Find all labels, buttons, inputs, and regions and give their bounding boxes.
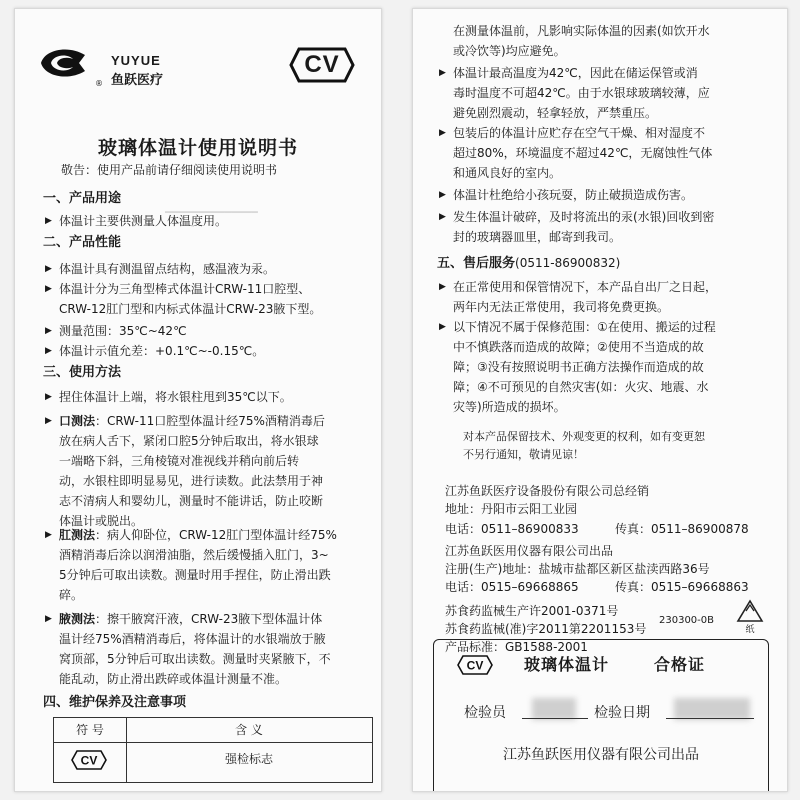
symbol-table [53,717,373,783]
caution-line: 避免剧烈震动，轻拿轻放，严禁重压。 [453,106,658,120]
inspection-date-label: 检验日期 [594,705,650,721]
service-phone: (0511-86900832) [515,256,621,270]
manufacturer-phone: 电话：0515–69668865 [445,580,579,594]
performance-line: CRW-12肛门型和内标式体温计CRW-23腋下型。 [59,302,322,316]
oral-line: 志不清病人和婴幼儿，测量时不能讲话，防止咬断 [59,494,324,508]
oral-line: 体温计或脱出。 [59,514,144,528]
certificate-card [433,639,769,792]
warranty-line: 在正常使用和保管情况下，本产品自出厂之日起， [453,280,718,294]
bullet-icon: ▶ [45,392,52,402]
bullet-icon: ▶ [45,264,52,274]
registration-number: 苏食药监械(准)字2011第2201153号 [445,622,647,636]
recycle-label: 纸 [745,625,755,633]
section-service-heading [437,253,620,274]
bleed-text: ━━━━━━━━━━━━━━ [165,206,258,219]
cv-mark-icon [456,654,494,676]
certificate-label: 合格证 [654,655,706,674]
exclusion-line: 障；③没有按照说明书正确方法操作而造成的故 [453,360,704,374]
anal-line: 碎。 [59,588,84,602]
cv-mark-text: CV [304,51,340,78]
table-header-meaning: 含 义 [235,723,263,737]
axillary-text: ：擦干腋窝汗液，CRW-23腋下型体温计体 [95,612,323,626]
storage-line: 超过80%，环境温度不超过42℃，无腐蚀性气体 [453,146,713,160]
performance-line: 体温计具有测温留点结构，感温液为汞。 [59,262,276,276]
exclusion-line: 以下情况不属于保修范围：①在使用、搬运的过程 [453,320,716,334]
caution-line: 体温计最高温度为42℃，因此在储运保管或消 [453,66,698,80]
bullet-icon: ▶ [439,282,446,292]
section-performance-heading: 二、产品性能 [43,235,122,250]
manufacturer-address: 注册(生产)地址：盐城市盐都区新区盐渎西路36号 [445,562,710,576]
distributor-fax: 传真：0511–86900878 [615,522,749,536]
bullet-icon: ▶ [45,530,52,540]
oral-line-1 [59,411,325,431]
section-maintenance-heading: 四、维护保养及注意事项 [43,695,187,710]
oral-text: ：CRW-11口腔型体温计经75%酒精消毒后 [95,414,325,428]
breakage-line: 发生体温计破碎，及时将流出的汞(水银)回收到密 [453,210,715,224]
storage-line: 和通风良好的室内。 [453,166,562,180]
distributor-name: 江苏鱼跃医疗设备股份有限公司总经销 [445,484,650,498]
oral-line: 动，水银柱即明显易见，进行读数。此法禁用于神 [59,474,324,488]
exclusion-line: 灾等)所造成的损坏。 [453,400,566,414]
anal-line: 5分钟后可取出读数。测量时用手捏住，防止滑出跌 [59,568,331,582]
left-page [14,8,382,792]
reserve-note: 不另行通知，敬请见谅！ [463,448,584,461]
bullet-icon: ▶ [45,614,52,624]
reserve-note: 对本产品保留技术、外观变更的权利，如有变更恕 [463,430,705,443]
production-permit: 苏食药监械生产许2001-0371号 [445,604,619,618]
print-code: 230300-0B [659,615,715,626]
breakage-line: 封的玻璃器皿里，邮寄到我司。 [453,230,622,244]
inspection-date-redacted [674,698,750,720]
cv-mark-icon [70,749,108,771]
bullet-icon: ▶ [439,68,446,78]
exclusion-line: 中不慎跌落而造成的故障；②使用不当造成的故 [453,340,704,354]
manufacturer-fax: 传真：0515–69668863 [615,580,749,594]
axillary-line-1 [59,609,322,629]
fish-logo-icon [39,45,89,81]
axillary-line: 能乱动，防止滑出跌碎或体温计测量不准。 [59,672,288,686]
brand-chinese: 鱼跃医疗 [111,73,164,88]
oral-line: 放在病人舌下，紧闭口腔5分钟后取出，将水银球 [59,434,319,448]
bullet-icon: ▶ [45,284,52,294]
anal-label: 肛测法 [59,528,96,542]
service-title: 五、售后服务 [437,256,516,271]
axillary-label: 腋测法 [59,612,96,626]
bullet-icon: ▶ [45,326,52,336]
section-method-heading: 三、使用方法 [43,365,122,380]
svg-text:CV: CV [80,753,98,768]
bullet-icon: ▶ [439,212,446,222]
anal-text: ：病人仰卧位，CRW-12肛门型体温计经75% [95,528,337,542]
oral-label: 口测法 [59,414,96,428]
bullet-icon: ▶ [439,190,446,200]
continuation-line: 在测量体温前，凡影响实际体温的因素(如饮开水 [453,24,710,38]
notice: 敬告：使用产品前请仔细阅读使用说明书 [61,163,278,177]
registered-mark: ® [95,79,103,88]
usage-text: 体温计主要供测量人体温度用。 [59,214,228,228]
inspector-underline [522,718,588,719]
measure-range: 测量范围：35℃~42℃ [59,324,187,338]
axillary-line: 温计经75%酒精消毒后，将体温计的水银端放于腋 [59,632,326,646]
inspector-redacted [532,698,576,720]
brand-english: YUYUE [111,53,161,68]
exclusion-line: 障；④不可预见的自然灾害(如：火灾、地震、水 [453,380,709,394]
tolerance: 体温计示值允差：+0.1℃~-0.15℃。 [59,344,265,358]
warranty-line: 两年内无法正常使用，我司将免费更换。 [453,300,670,314]
right-page [412,8,788,792]
distributor-phone: 电话：0511–86900833 [445,522,579,536]
bullet-icon: ▶ [439,322,446,332]
bullet-icon: ▶ [45,416,52,426]
certificate-maker: 江苏鱼跃医用仪器有限公司出品 [503,747,699,763]
storage-line: 包装后的体温计应贮存在空气干燥、相对湿度不 [453,126,706,140]
bullet-icon: ▶ [45,346,52,356]
manufacturer-name: 江苏鱼跃医用仪器有限公司出品 [445,544,614,558]
svg-text:CV: CV [466,658,484,673]
anal-line-1 [59,525,337,545]
brand-logo [39,45,199,95]
bullet-icon: ▶ [439,128,446,138]
axillary-line: 窝顶部，5分钟后可取出读数。测量时夹紧腋下，不 [59,652,331,666]
page-title: 玻璃体温计使用说明书 [97,137,298,159]
cv-mark-icon [287,45,357,85]
continuation-line: 或冷饮等)均应避免。 [453,44,566,58]
oral-line: 一端略下斜，三角棱镜对准视线并稍向前后转 [59,454,300,468]
recycle-icon [735,599,765,633]
product-standard: 产品标准：GB1588-2001 [445,640,588,654]
bullet-icon: ▶ [45,216,52,226]
child-safety-line: 体温计杜绝给小孩玩耍，防止破损造成伤害。 [453,188,694,202]
distributor-address: 地址：丹阳市云阳工业园 [445,502,578,516]
anal-line: 酒精消毒后涂以润滑油脂，然后缓慢插入肛门，3~ [59,548,329,562]
inspector-label: 检验员 [464,705,506,721]
certificate-product: 玻璃体温计 [524,655,610,674]
method-line: 捏住体温计上端，将水银柱甩到35℃以下。 [59,390,292,404]
table-cell-meaning: 强检标志 [224,752,273,766]
table-header-symbol: 符 号 [76,723,104,737]
caution-line: 毒时温度不可超42℃。由于水银球玻璃较薄，应 [453,86,710,100]
section-usage-heading: 一、产品用途 [43,191,122,206]
performance-line: 体温计分为三角型棒式体温计CRW-11口腔型、 [59,282,311,296]
date-underline [666,718,754,719]
